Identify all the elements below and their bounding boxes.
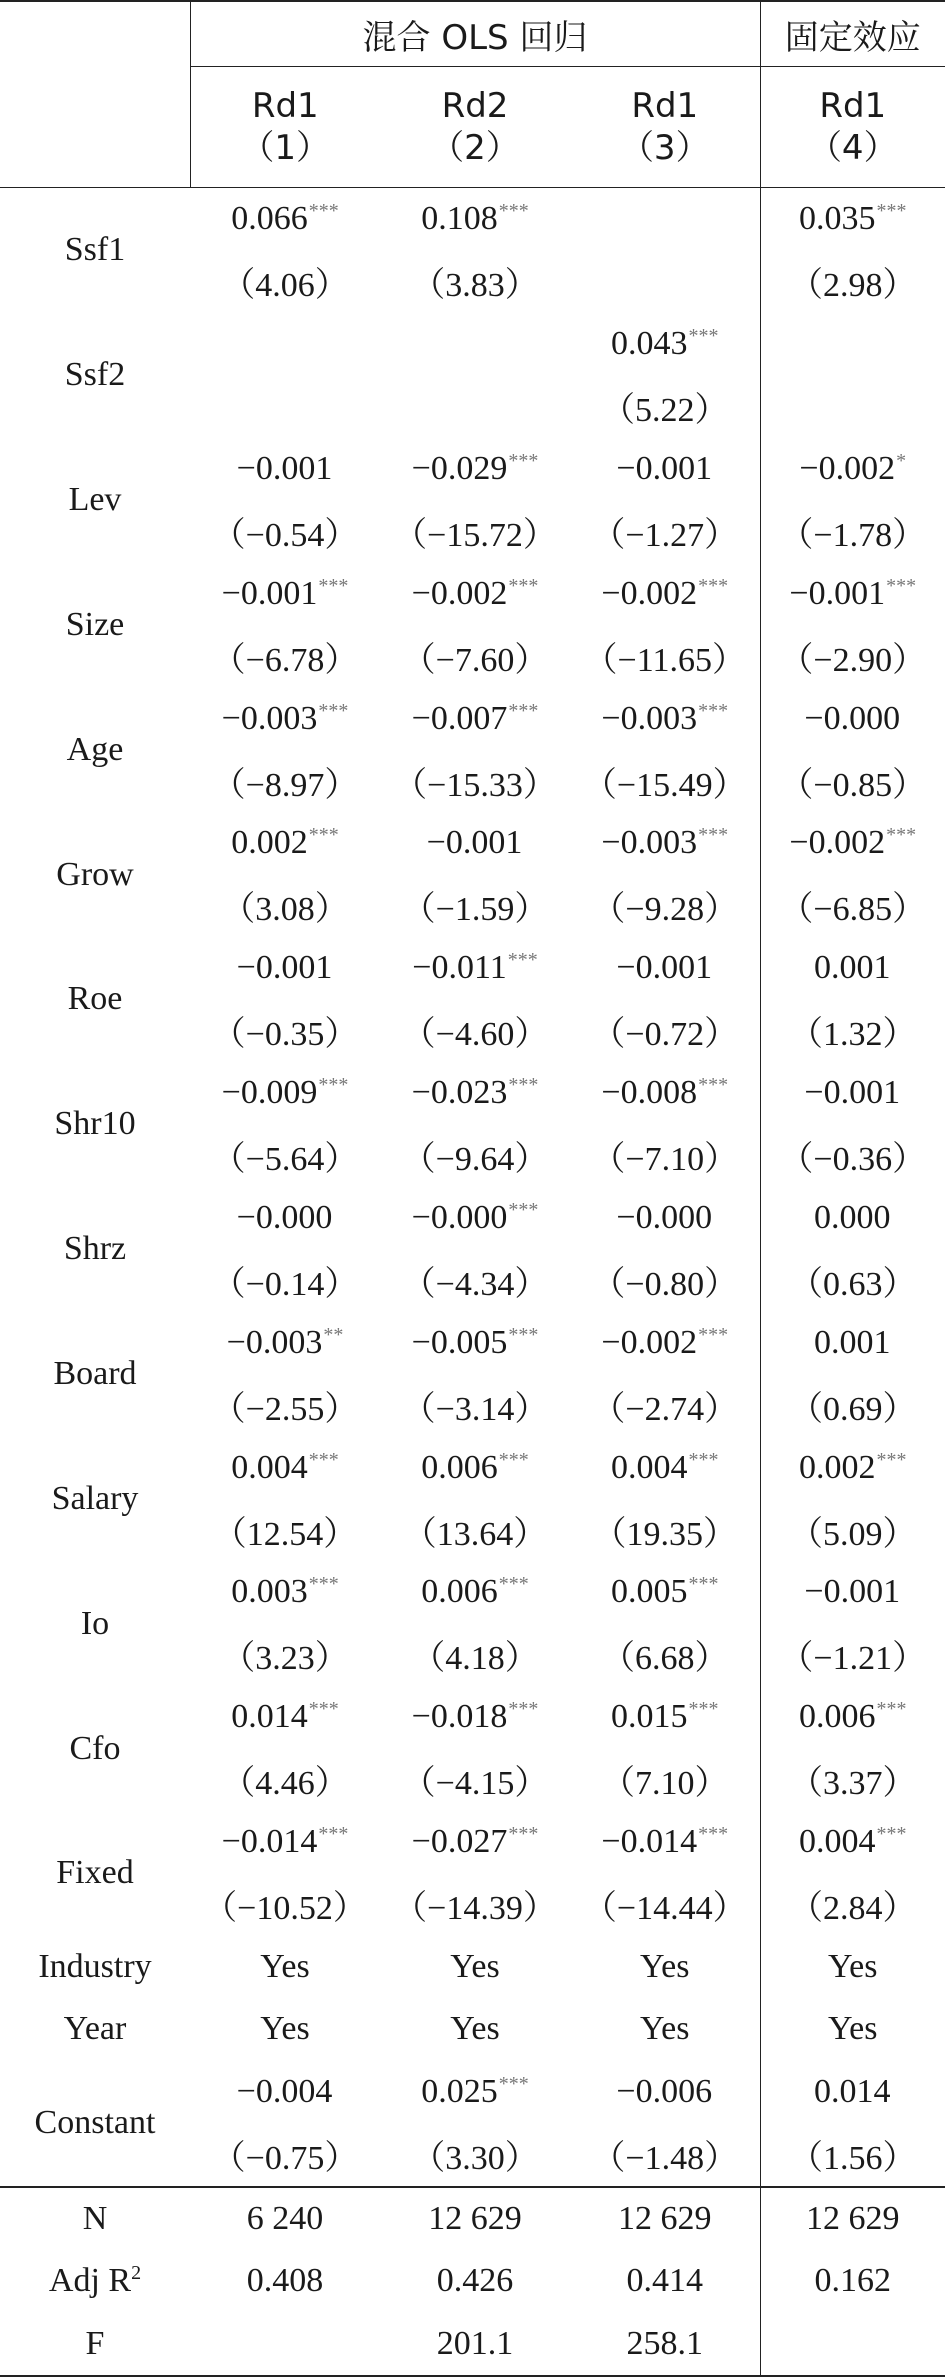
row-label: Salary xyxy=(51,1479,139,1517)
fixed-coef-row xyxy=(0,1811,945,1873)
coef-value: −0.029 xyxy=(411,449,508,487)
coef-value: 0.004 xyxy=(611,1448,688,1486)
coef-value: −0.000 xyxy=(804,699,901,737)
coef-cell xyxy=(380,1686,570,1748)
coef-value: −0.004 xyxy=(236,2072,333,2110)
stat-row xyxy=(0,2312,945,2376)
column-var-1: Rd1 xyxy=(251,85,319,126)
coef-cell xyxy=(380,1062,570,1124)
t-stat-cell: （12.54） xyxy=(212,1515,358,1553)
column-header-2 xyxy=(380,67,570,188)
t-stat-cell: （0.63） xyxy=(760,1249,945,1311)
significance-stars: *** xyxy=(698,1074,729,1097)
row-label: Age xyxy=(66,730,124,768)
coef-cell xyxy=(570,812,760,874)
coef-value: 0.035 xyxy=(799,200,876,238)
coef-value: −0.002 xyxy=(411,574,508,612)
grow-coef-row xyxy=(0,812,945,874)
coef-cell xyxy=(190,1312,380,1374)
significance-stars: *** xyxy=(698,824,729,847)
coef-cell xyxy=(760,563,945,625)
coef-cell xyxy=(190,1811,380,1873)
coef-cell xyxy=(570,563,760,625)
t-stat-cell xyxy=(760,375,945,437)
coef-cell xyxy=(570,937,760,999)
significance-stars: *** xyxy=(498,200,529,223)
row-label: Grow xyxy=(56,855,134,893)
significance-stars: *** xyxy=(508,574,539,597)
significance-stars: *** xyxy=(698,699,729,722)
coef-value: −0.009 xyxy=(221,1074,318,1112)
t-stat-cell: （−1.59） xyxy=(401,891,549,929)
size-coef-row xyxy=(0,563,945,625)
row-label: Roe xyxy=(67,980,123,1018)
coef-value: 0.006 xyxy=(421,1448,498,1486)
stat-cell: 12 629 xyxy=(618,2199,712,2237)
significance-stars: *** xyxy=(508,1323,539,1346)
column-header-4 xyxy=(760,67,945,188)
coef-value: −0.005 xyxy=(411,1323,508,1361)
coef-cell xyxy=(570,1686,760,1748)
coef-cell xyxy=(760,1436,945,1498)
column-var-3: Rd1 xyxy=(631,85,699,126)
coef-cell xyxy=(380,1561,570,1623)
constant-coef-row xyxy=(0,2061,945,2123)
io-coef-row xyxy=(0,1561,945,1623)
corner-cell xyxy=(0,1,190,188)
row-label: Ssf1 xyxy=(64,231,126,269)
t-stat-cell: （−0.72） xyxy=(591,1016,739,1054)
coef-value: 0.002 xyxy=(231,824,308,862)
coef-cell xyxy=(380,1187,570,1249)
t-stat-cell xyxy=(570,250,760,312)
coef-value: −0.000 xyxy=(236,1198,333,1236)
significance-stars: *** xyxy=(508,1198,539,1221)
column-num-2: （2） xyxy=(430,128,520,168)
coef-value: 0.014 xyxy=(231,1698,308,1736)
t-stat-cell: （−0.80） xyxy=(591,1265,739,1303)
significance-stars: *** xyxy=(308,824,339,847)
column-num-3: （3） xyxy=(619,128,710,168)
significance-stars: *** xyxy=(688,325,719,348)
t-stat-cell: （−3.14） xyxy=(401,1390,549,1428)
effect-cell: Yes xyxy=(260,2010,310,2048)
significance-stars: *** xyxy=(886,574,917,597)
significance-stars: *** xyxy=(508,699,539,722)
t-stat-cell: （5.09） xyxy=(760,1499,945,1561)
coef-cell xyxy=(190,438,380,500)
coef-value: −0.003 xyxy=(601,699,698,737)
coef-cell xyxy=(190,188,380,251)
column-var-4: Rd1 xyxy=(819,85,887,126)
effect-cell: Yes xyxy=(640,2010,690,2048)
coef-cell xyxy=(190,1062,380,1124)
row-label: Fixed xyxy=(56,1854,134,1892)
stat-cell: 0.414 xyxy=(626,2262,703,2300)
stat-cell xyxy=(760,2312,945,2376)
coef-cell xyxy=(760,438,945,500)
row-label: Shrz xyxy=(63,1230,127,1268)
coef-cell xyxy=(570,1561,760,1623)
column-header-3 xyxy=(570,67,760,188)
t-stat-cell: （−0.35） xyxy=(211,1016,359,1054)
coef-cell xyxy=(380,313,570,375)
stat-cell: 201.1 xyxy=(380,2312,570,2376)
coef-cell xyxy=(760,1561,945,1623)
coef-value: −0.014 xyxy=(601,1823,698,1861)
stat-label-superscript: 2 xyxy=(131,2262,142,2285)
coef-value: 0.000 xyxy=(814,1198,891,1236)
significance-stars: *** xyxy=(498,1573,529,1596)
row-label: Ssf2 xyxy=(64,356,126,394)
coef-cell xyxy=(570,313,760,375)
coef-cell xyxy=(380,438,570,500)
t-stat-cell: （−15.72） xyxy=(393,516,557,554)
significance-stars: *** xyxy=(698,574,729,597)
board-coef-row xyxy=(0,1312,945,1374)
row-label: Industry xyxy=(38,1948,152,1986)
coef-value: 0.025 xyxy=(421,2072,498,2110)
ssf2-coef-row xyxy=(0,313,945,375)
coef-cell xyxy=(570,687,760,749)
row-label: Year xyxy=(63,2010,127,2048)
effect-cell: Yes xyxy=(760,1936,945,1998)
significance-stars: *** xyxy=(318,574,349,597)
significance-stars: *** xyxy=(698,1823,729,1846)
coef-cell xyxy=(380,812,570,874)
coef-cell xyxy=(760,2061,945,2123)
significance-stars: ** xyxy=(323,1323,344,1346)
roe-coef-row xyxy=(0,937,945,999)
t-stat-cell: （−1.78） xyxy=(760,500,945,562)
row-label: Constant xyxy=(0,2061,190,2187)
t-stat-cell: （5.22） xyxy=(601,391,729,429)
coef-cell xyxy=(190,1187,380,1249)
coef-value: −0.027 xyxy=(411,1823,508,1861)
row-label: Size xyxy=(65,605,125,643)
coef-cell xyxy=(380,1436,570,1498)
t-stat-cell: （3.23） xyxy=(221,1640,349,1678)
t-stat-cell: （−2.74） xyxy=(591,1390,739,1428)
coef-value: 0.108 xyxy=(421,200,498,238)
cfo-coef-row xyxy=(0,1686,945,1748)
t-stat-cell: （4.46） xyxy=(221,1765,349,1803)
coef-cell xyxy=(760,1062,945,1124)
shr10-coef-row xyxy=(0,1062,945,1124)
t-stat-cell: （−1.21） xyxy=(760,1624,945,1686)
significance-stars: *** xyxy=(318,699,349,722)
significance-stars: *** xyxy=(876,1698,907,1721)
t-stat-cell: （−1.27） xyxy=(591,516,739,554)
stat-cell xyxy=(190,2312,380,2376)
coef-cell xyxy=(760,1686,945,1748)
coef-cell xyxy=(760,937,945,999)
t-stat-cell: （−6.85） xyxy=(760,875,945,937)
significance-stars: *** xyxy=(876,200,907,223)
coef-value: −0.003 xyxy=(221,699,318,737)
significance-stars: *** xyxy=(688,1448,719,1471)
coef-cell xyxy=(570,2061,760,2123)
t-stat-cell: （4.06） xyxy=(221,267,349,305)
coef-cell xyxy=(380,1312,570,1374)
coef-value: −0.007 xyxy=(411,699,508,737)
t-stat-cell: （−5.64） xyxy=(211,1141,359,1179)
column-header-1 xyxy=(190,67,380,188)
stat-label xyxy=(0,2312,190,2376)
row-label: Lev xyxy=(68,481,122,519)
column-num-4: （4） xyxy=(807,128,898,168)
coef-value: −0.001 xyxy=(221,574,318,612)
coef-cell xyxy=(380,937,570,999)
coef-value: 0.006 xyxy=(421,1573,498,1611)
coef-cell xyxy=(570,1811,760,1873)
stat-cell: 12 629 xyxy=(760,2187,945,2250)
coef-value: −0.002 xyxy=(789,824,886,862)
t-stat-cell: （1.56） xyxy=(760,2123,945,2186)
coef-cell xyxy=(380,563,570,625)
t-stat-cell: （−8.97） xyxy=(211,766,359,804)
t-stat-cell: （1.32） xyxy=(760,999,945,1061)
coef-value: −0.001 xyxy=(616,449,713,487)
coef-value: −0.001 xyxy=(616,949,713,987)
t-stat-cell: （2.98） xyxy=(760,250,945,312)
t-stat-cell: （−4.15） xyxy=(401,1765,549,1803)
coef-cell xyxy=(190,2061,380,2123)
t-stat-cell: （−15.33） xyxy=(393,766,557,804)
coef-value: 0.005 xyxy=(611,1573,688,1611)
coef-value: −0.001 xyxy=(236,949,333,987)
coef-cell xyxy=(760,1312,945,1374)
coef-cell xyxy=(760,313,945,375)
coef-cell xyxy=(190,1561,380,1623)
t-stat-cell xyxy=(380,375,570,437)
lev-coef-row xyxy=(0,438,945,500)
coef-value: 0.004 xyxy=(799,1823,876,1861)
salary-coef-row xyxy=(0,1436,945,1498)
t-stat-cell: （4.18） xyxy=(411,1640,539,1678)
t-stat-cell: （−14.44） xyxy=(582,1890,747,1928)
coef-value: 0.006 xyxy=(799,1698,876,1736)
effect-cell: Yes xyxy=(450,2010,500,2048)
stat-cell: 0.426 xyxy=(436,2262,514,2300)
coef-cell xyxy=(760,687,945,749)
stat-cell: 6 240 xyxy=(246,2199,324,2237)
coef-value: −0.002 xyxy=(601,574,698,612)
t-stat-cell: （3.30） xyxy=(380,2123,570,2186)
coef-cell xyxy=(760,1187,945,1249)
coef-value: −0.011 xyxy=(412,949,507,987)
coef-cell xyxy=(380,1811,570,1873)
t-stat-cell: （3.08） xyxy=(221,891,349,929)
significance-stars: * xyxy=(896,449,907,472)
significance-stars: *** xyxy=(308,1698,339,1721)
industry-effects-row xyxy=(0,1936,945,1998)
t-stat-cell: （−9.64） xyxy=(401,1141,549,1179)
stat-label xyxy=(0,2187,190,2250)
year-effects-row xyxy=(0,1998,945,2060)
t-stat-cell: （13.64） xyxy=(402,1515,548,1553)
coef-cell xyxy=(380,188,570,251)
stat-label-text: F xyxy=(85,2324,105,2362)
significance-stars: *** xyxy=(508,1698,539,1721)
coef-cell xyxy=(760,188,945,251)
stat-label-text: N xyxy=(82,2199,108,2237)
t-stat-cell: （−11.65） xyxy=(583,641,746,679)
coef-value: 0.001 xyxy=(814,949,891,987)
coef-value: −0.008 xyxy=(601,1074,698,1112)
significance-stars: *** xyxy=(308,1573,339,1596)
coef-value: −0.000 xyxy=(616,1198,713,1236)
coef-value: −0.001 xyxy=(804,1074,901,1112)
coef-value: 0.002 xyxy=(799,1448,876,1486)
t-stat-cell: （−0.75） xyxy=(190,2123,380,2186)
pooled-ols-header: 混合 OLS 回归 xyxy=(190,1,760,67)
coef-value: −0.003 xyxy=(601,824,698,862)
significance-stars: *** xyxy=(318,1823,349,1846)
t-stat-cell: （−4.60） xyxy=(401,1016,549,1054)
coef-value: 0.001 xyxy=(814,1323,891,1361)
coef-cell xyxy=(190,687,380,749)
significance-stars: *** xyxy=(318,1074,349,1097)
t-stat-cell: （−0.54） xyxy=(211,516,359,554)
t-stat-cell: （−7.60） xyxy=(401,641,549,679)
coef-cell xyxy=(380,687,570,749)
coef-cell xyxy=(570,188,760,251)
row-label: Cfo xyxy=(69,1729,121,1767)
effect-cell: Yes xyxy=(760,1998,945,2060)
coef-cell xyxy=(190,937,380,999)
stat-cell: 0.408 xyxy=(246,2262,324,2300)
t-stat-cell: （−0.36） xyxy=(760,1124,945,1186)
coef-value: −0.023 xyxy=(411,1074,508,1112)
t-stat-cell: （3.83） xyxy=(411,267,539,305)
row-label: Board xyxy=(53,1355,137,1393)
significance-stars: *** xyxy=(498,2072,529,2095)
coef-value: 0.015 xyxy=(611,1698,688,1736)
coef-value: 0.004 xyxy=(231,1448,308,1486)
row-label: Io xyxy=(80,1604,110,1642)
t-stat-cell: （−14.39） xyxy=(393,1890,557,1928)
coef-cell xyxy=(760,812,945,874)
significance-stars: *** xyxy=(688,1698,719,1721)
t-stat-cell: （−4.34） xyxy=(401,1265,549,1303)
t-stat-cell: （−0.85） xyxy=(760,750,945,812)
coef-value: −0.000 xyxy=(411,1198,508,1236)
coef-value: −0.002 xyxy=(601,1323,698,1361)
significance-stars: *** xyxy=(508,1074,539,1097)
significance-stars: *** xyxy=(498,1448,529,1471)
stat-cell: 12 629 xyxy=(428,2199,522,2237)
coef-cell xyxy=(190,1436,380,1498)
significance-stars: *** xyxy=(507,949,538,972)
ssf1-coef-row xyxy=(0,188,945,251)
t-stat-cell: （−15.49） xyxy=(582,766,747,804)
coef-value: −0.001 xyxy=(789,574,886,612)
stat-row xyxy=(0,2250,945,2312)
significance-stars: *** xyxy=(308,200,339,223)
stat-cell: 0.162 xyxy=(760,2250,945,2312)
t-stat-cell: （−10.52） xyxy=(203,1890,367,1928)
coef-cell xyxy=(760,1811,945,1873)
coef-cell xyxy=(190,313,380,375)
t-stat-cell: （2.84） xyxy=(760,1873,945,1935)
table-body xyxy=(0,188,945,2377)
coef-value: −0.003 xyxy=(226,1323,323,1361)
coef-value: −0.002 xyxy=(799,449,896,487)
significance-stars: *** xyxy=(698,1323,729,1346)
t-stat-cell: （6.68） xyxy=(601,1640,729,1678)
coef-cell xyxy=(380,2061,570,2123)
significance-stars: *** xyxy=(876,1823,907,1846)
t-stat-cell xyxy=(190,375,380,437)
coef-value: −0.006 xyxy=(616,2072,713,2110)
t-stat-cell: （−9.28） xyxy=(591,891,739,929)
stat-label xyxy=(0,2250,190,2312)
coef-cell xyxy=(570,438,760,500)
shrz-coef-row xyxy=(0,1187,945,1249)
significance-stars: *** xyxy=(688,1573,719,1596)
stat-row xyxy=(0,2187,945,2250)
column-num-1: （1） xyxy=(240,128,331,168)
row-label: Shr10 xyxy=(54,1105,136,1143)
coef-cell xyxy=(570,1436,760,1498)
t-stat-cell: （−2.55） xyxy=(211,1390,359,1428)
stat-label-text: Adj R xyxy=(48,2262,132,2300)
coef-cell xyxy=(570,1062,760,1124)
stat-cell: 258.1 xyxy=(570,2312,760,2376)
coef-value: 0.066 xyxy=(231,200,308,238)
coef-value: −0.014 xyxy=(221,1823,318,1861)
significance-stars: *** xyxy=(508,449,539,472)
t-stat-cell: （19.35） xyxy=(592,1515,737,1553)
coef-cell xyxy=(570,1187,760,1249)
significance-stars: *** xyxy=(886,824,917,847)
coef-cell xyxy=(190,812,380,874)
t-stat-cell: （−1.48） xyxy=(570,2123,760,2186)
age-coef-row xyxy=(0,687,945,749)
significance-stars: *** xyxy=(308,1448,339,1471)
coef-value: −0.001 xyxy=(804,1573,901,1611)
t-stat-cell: （7.10） xyxy=(601,1765,729,1803)
significance-stars: *** xyxy=(508,1823,539,1846)
coef-value: 0.014 xyxy=(814,2072,891,2110)
coef-value: −0.001 xyxy=(426,824,523,862)
t-stat-cell: （−7.10） xyxy=(591,1141,739,1179)
coef-value: −0.001 xyxy=(236,449,333,487)
effect-cell: Yes xyxy=(260,1948,310,1986)
t-stat-cell: （3.37） xyxy=(760,1749,945,1811)
coef-cell xyxy=(190,563,380,625)
coef-value: 0.003 xyxy=(231,1573,308,1611)
fixed-effects-header: 固定效应 xyxy=(760,1,945,67)
coef-value: 0.043 xyxy=(611,325,688,363)
effect-cell: Yes xyxy=(640,1948,690,1986)
t-stat-cell: （0.69） xyxy=(760,1374,945,1436)
effect-cell: Yes xyxy=(450,1948,500,1986)
coef-value: −0.018 xyxy=(411,1698,508,1736)
column-var-2: Rd2 xyxy=(441,85,509,126)
t-stat-cell: （−0.14） xyxy=(211,1265,359,1303)
significance-stars: *** xyxy=(876,1448,907,1471)
coef-cell xyxy=(570,1312,760,1374)
coef-cell xyxy=(190,1686,380,1748)
t-stat-cell: （−2.90） xyxy=(760,625,945,687)
t-stat-cell: （−6.78） xyxy=(211,641,359,679)
